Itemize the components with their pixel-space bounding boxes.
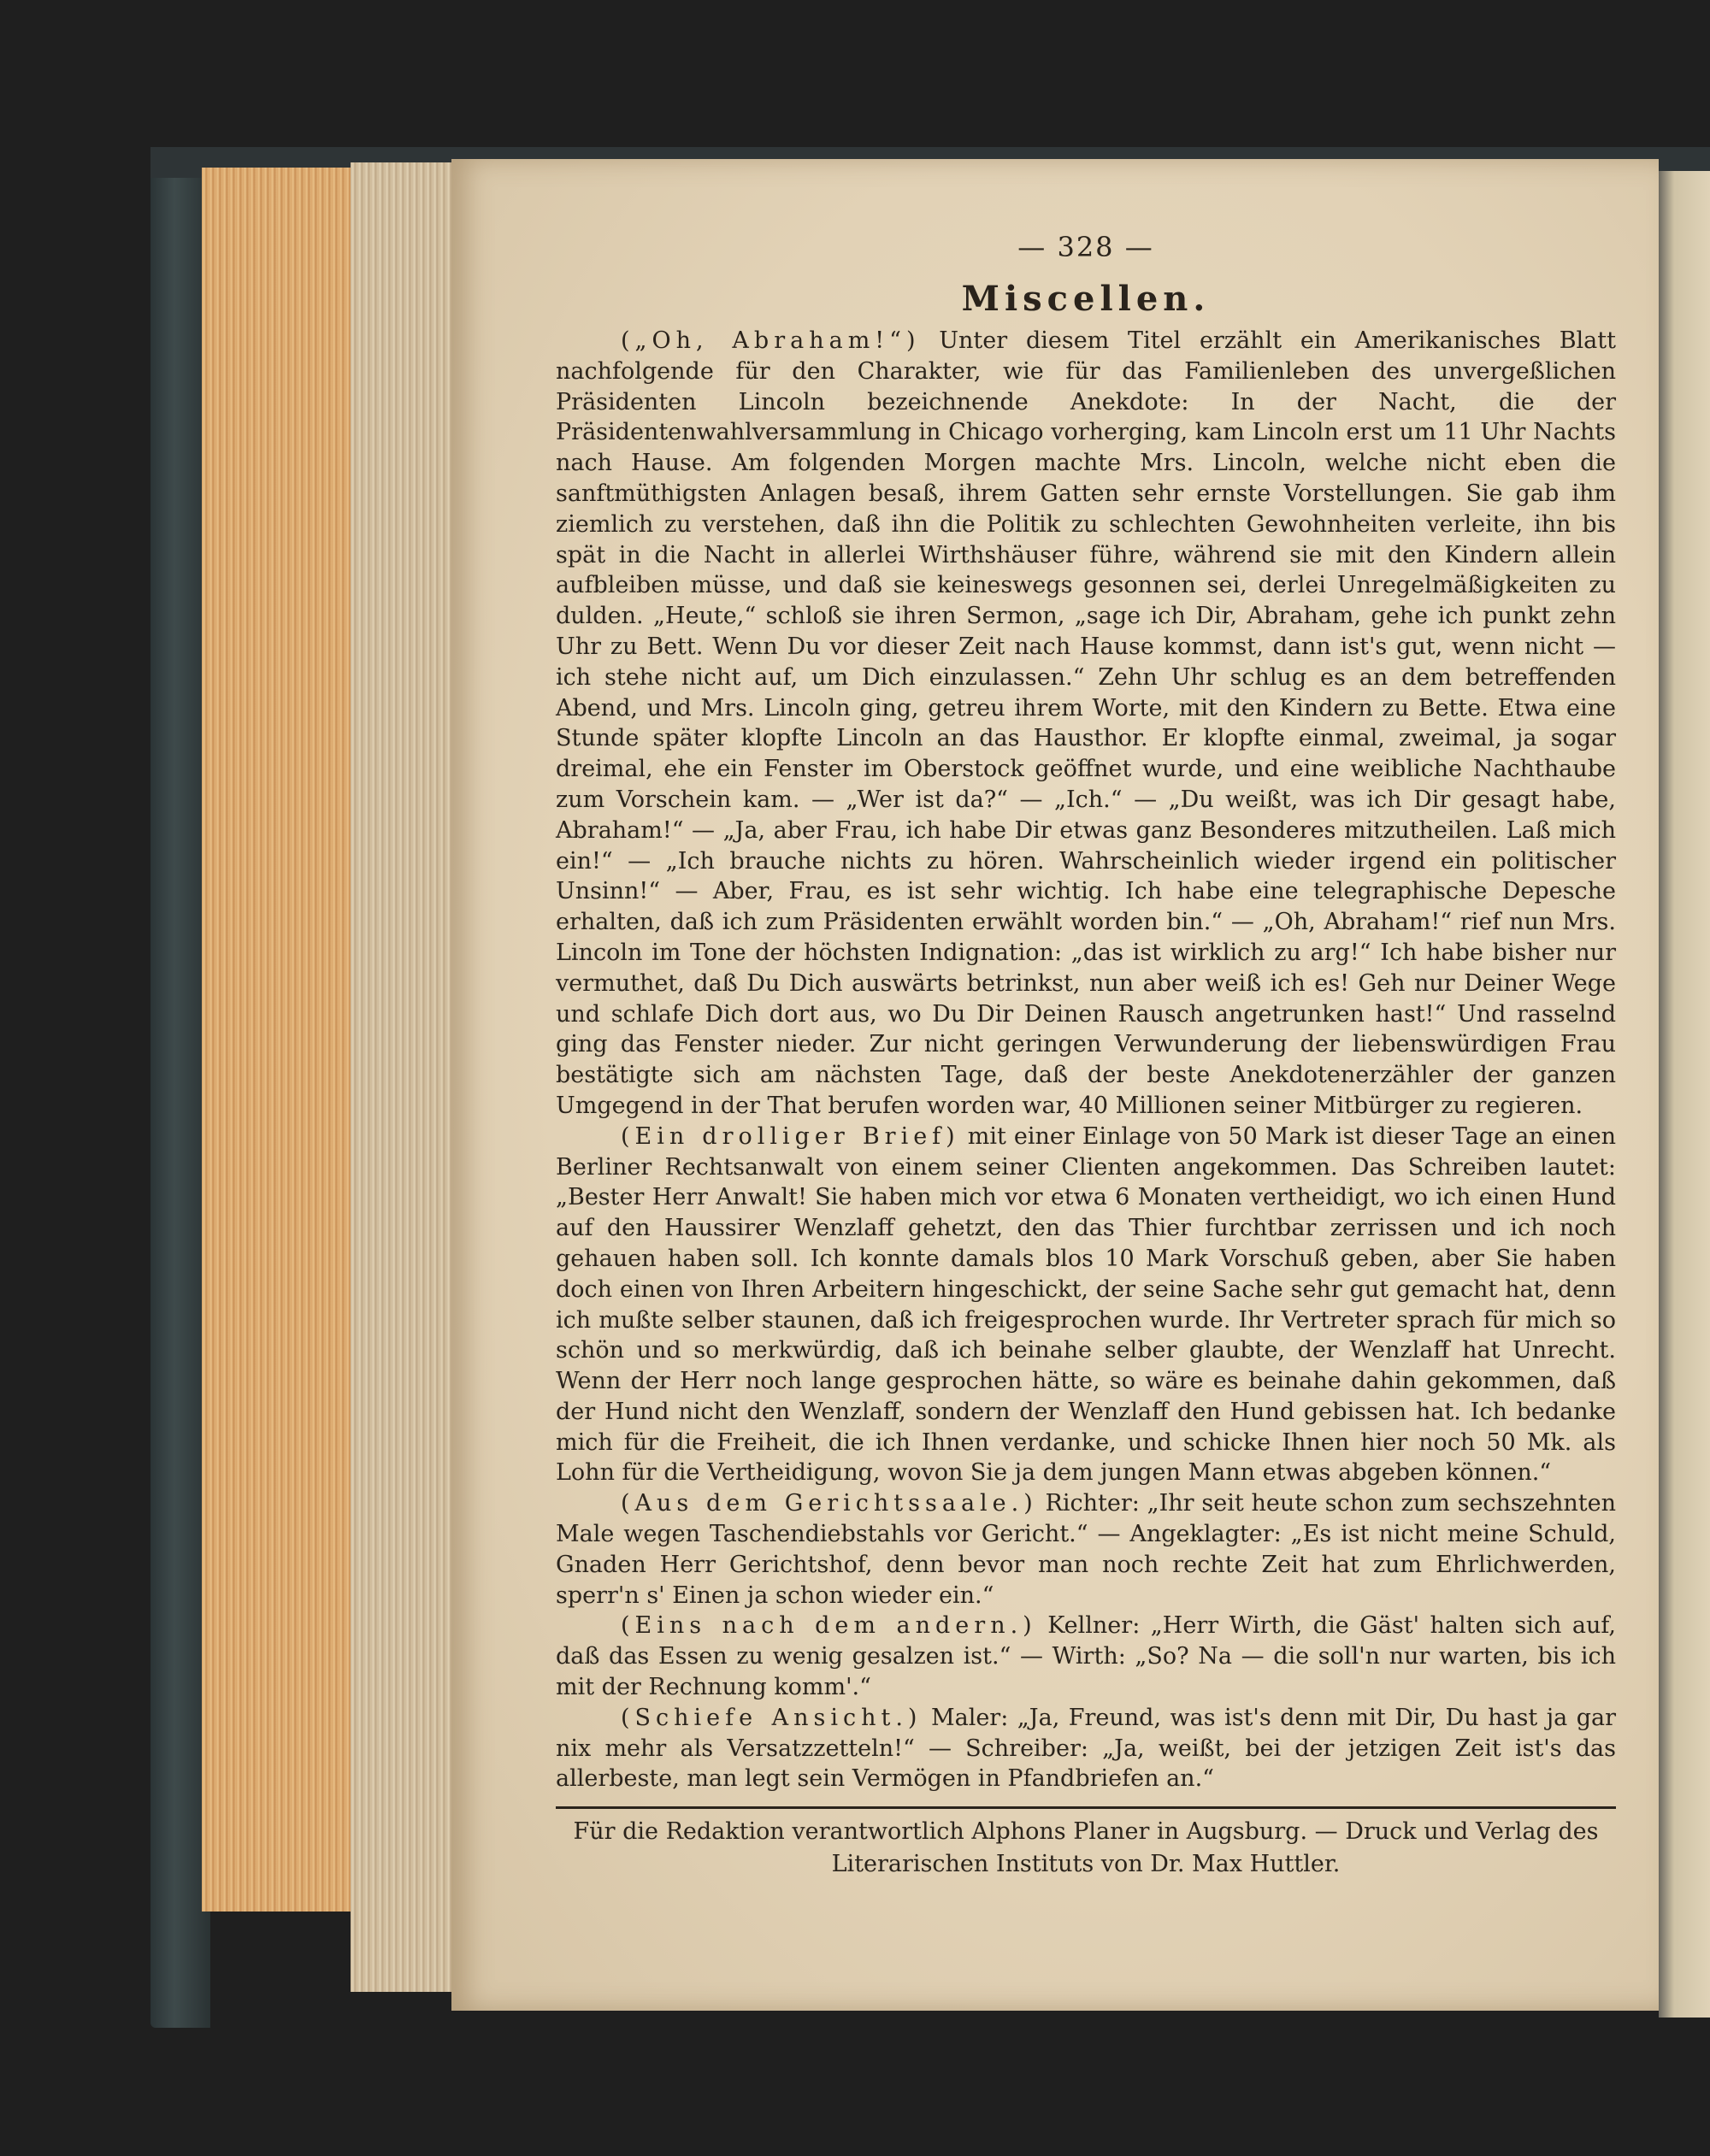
- paragraph-title: (Aus dem Gerichtssaale.): [621, 1490, 1038, 1517]
- page-edges-left: [202, 168, 356, 1912]
- paragraph-text: Kellner: „Herr Wirth, die Gäst' halten sich auf, daß das Essen zu wenig gesalzen ist.“ — Wirth: „So? Na — die soll'n nur warten, bis ich mit der Rechnung komm'.“: [556, 1612, 1616, 1701]
- paragraph-text: Maler: „Ja, Freund, was ist's denn mit Dir, Du hast ja gar nix mehr als Versatzzetteln!“ — Schreiber: „Ja, weißt, bei der jetzigen Zeit ist's das allerbeste, man legt sein Vermögen in Pfandbriefen an.“: [556, 1704, 1616, 1793]
- paragraph-text: Richter: „Ihr seit heute schon zum sechszehnten Male wegen Taschendiebstahls vor Gericht.“ — Angeklagter: „Es ist nicht meine Schuld, Gnaden Herr Gerichtshof, denn bevor man noch rechte Zeit hat zum Ehrlichwerden, sperr'n s' Einen ja schon wieder ein.“: [556, 1490, 1616, 1609]
- page-content: [556, 231, 1616, 1881]
- imprint-footer: [556, 1816, 1616, 1881]
- paragraph-text: mit einer Einlage von 50 Mark ist dieser Tage an einen Berliner Rechtsanwalt von einem seiner Clienten angekommen. Das Schreiben lautet: „Bester Herr Anwalt! Sie haben mich vor etwa 6 Monaten vertheidigt, wo ich einen Hund auf den Haussirer Wenzlaff gehetzt, den das Thier furchtbar zerrissen und ich noch gehauen haben soll. Ich konnte damals blos 10 Mark Vorschuß geben, aber Sie haben doch einen von Ihren Arbeitern hingeschickt, der seine Sache sehr gut gemacht hat, denn ich mußte selber staunen, daß ich freigesprochen wurde. Ihr Vertreter sprach für mich so schön und so merkwürdig, daß ich beinahe selber glaubte, der Wenzlaff hat Unrecht. Wenn der Herr noch lange gesprochen hätte, so wäre es beinahe dahin gekommen, daß der Hund nicht den Wenzlaff, sondern der Wenzlaff den Hund gebissen hat. Ich bedanke mich für die Freiheit, die ich Ihnen verdanke, und schicke Ihnen hier noch 50 Mk. als Lohn für die Vertheidigung, wovon Sie ja dem jungen Mann etwas abgeben können.“: [556, 1122, 1616, 1487]
- section-heading: Miscellen.: [961, 279, 1211, 319]
- imprint-line-2: Literarischen Instituts von Dr. Max Huttler.: [831, 1851, 1341, 1878]
- paragraph-title: (Ein drolliger Brief): [621, 1122, 960, 1150]
- page-edges-stack: [351, 162, 453, 1992]
- paragraph-text: Unter diesem Titel erzählt ein Amerikanisches Blatt nachfolgende für den Charakter, wie für das Familienleben des unvergeßlichen Präsidenten Lincoln bezeichnende Anekdote: In der Nacht, die der Präsidentenwahlversammlung in Chicago vorherging, kam Lincoln erst um 11 Uhr Nachts nach Hause. Am folgenden Morgen machte Mrs. Lincoln, welche nicht eben die sanftmüthigsten Anlagen besaß, ihrem Gatten sehr ernste Vorstellungen. Sie gab ihm ziemlich zu verstehen, daß ihn die Politik zu schlechten Gewohnheiten verleite, ihn bis spät in die Nacht in allerlei Wirthshäuser führe, während sie mit den Kindern allein aufbleiben müsse, und daß sie keineswegs gesonnen sei, derlei Unregelmäßigkeiten zu dulden. „Heute,“ schloß sie ihren Sermon, „sage ich Dir, Abraham, gehe ich punkt zehn Uhr zu Bett. Wenn Du vor dieser Zeit nach Hause kommst, dann ist's gut, wenn nicht — ich stehe nicht auf, um Dich einzulassen.“ Zehn Uhr schlug es an dem betreffenden Abend, und Mrs. Lincoln ging, getreu ihrem Worte, mit den Kindern zu Bette. Etwa eine Stunde später klopfte Lincoln an das Hausthor. Er klopfte einmal, zweimal, ja sogar dreimal, ehe ein Fenster im Oberstock geöffnet wurde, und eine weibliche Nachthaube zum Vorschein kam. — „Wer ist da?“ — „Ich.“ — „Du weißt, was ich Dir gesagt habe, Abraham!“ — „Ja, aber Frau, ich habe Dir etwas ganz Besonderes mitzutheilen. Laß mich ein!“ — „Ich brauche nichts zu hören. Wahrscheinlich wieder irgend ein politischer Unsinn!“ — Aber, Frau, es ist sehr wichtig. Ich habe eine telegraphische Depesche erhalten, daß ich zum Präsidenten erwählt worden bin.“ — „Oh, Abraham!“ rief nun Mrs. Lincoln im Tone der höchsten Indignation: „das ist wirklich zu arg!“ Ich habe bisher nur vermuthet, daß Du Dich auswärts betrinkst, nun aber weiß ich es! Geh nur Deiner Wege und schlafe Dich dort aus, wo Du Dir Deinen Rausch angetrunken hast!“ Und rasselnd ging das Fenster nieder. Zur nicht geringen Verwunderung der liebenswürdigen Frau bestätigte sich am nächsten Tage, daß der beste Anekdotenerzähler der ganzen Umgegend in der That berufen worden war, 40 Millionen seiner Mitbürger zu regieren.: [556, 327, 1616, 1119]
- paragraph-title: (Eins nach dem andern.): [621, 1612, 1037, 1640]
- paragraph-title: (Schiefe Ansicht.): [621, 1704, 923, 1731]
- facing-page-edge: [1659, 171, 1710, 2018]
- paragraph-oh-abraham: [556, 326, 1616, 1122]
- paragraph-eins-nach-dem-andern: [556, 1611, 1616, 1702]
- imprint-line-1: Für die Redaktion verantwortlich Alphons Planer in Augsburg. — Druck und Verlag des: [573, 1818, 1599, 1846]
- page-number: — 328 —: [1017, 231, 1154, 263]
- paragraph-gerichtssaale: [556, 1488, 1616, 1611]
- footer-rule: [556, 1806, 1616, 1809]
- paragraph-schiefe-ansicht: [556, 1703, 1616, 1794]
- paragraph-title: („Oh, Abraham!“): [621, 327, 921, 354]
- paragraph-drolliger-brief: [556, 1122, 1616, 1489]
